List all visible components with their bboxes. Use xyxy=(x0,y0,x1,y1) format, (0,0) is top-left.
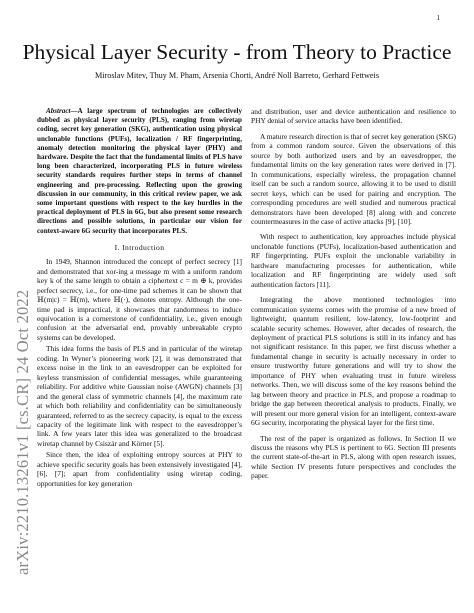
body-paragraph: Integrating the above mentioned technologies into communication systems comes with the promise of a new breed of lightweight, quantum resilient, low-latency, low-footprint and scalable security schemes. However, after decades of research, the deployment of practical PLS solutions is still in its infancy and has not significant resistance. In this paper, we first discuss whether a fundamental change in security is actually necessary in order to ensure trustworthy future generations and will try to show the importance of PHY when evaluating trust in future wireless networks. Then, we will discuss some of the key reasons behind the lag between theory and practice in PLS, and propose a roadmap to bridge the gap between theoretical analysis to products. Finally, we will present our more general vision for an intelligent, context-aware 6G security, incorporating the physical layer for the first time. xyxy=(251,295,456,428)
abstract xyxy=(37,107,242,236)
arxiv-identifier xyxy=(13,140,32,575)
intro-paragraph: Since then, the idea of exploiting entropy sources at PHY to achieve specific security goals has been extensively investigated [4], [6], [7]; apart from confidentiality using wiretap coding, opportunities for key generation xyxy=(37,450,242,488)
left-column xyxy=(37,107,242,490)
arxiv-stamp-text: arXiv:2210.13261v1 [cs.CR] 24 Oct 2022 xyxy=(13,289,32,575)
intro-paragraph: This idea forms the basis of PLS and in particular of the wiretap coding. In Wyner’s pioneering work [2], it was demonstrated that excess noise in the link to an eavesdropper can be exploited for keyless transmission of confidential messages, while guaranteeing reliability. For additive white Gaussian noise (AWGN) channels [3] and the general class of symmetric channels [4], the maximum rate at which both reliability and confidentiality can be simultaneously guaranteed, referred to as the secrecy capacity, is equal to the excess capacity of the legitimate link with respect to the eavesdropper’s link. A few years later this idea was generalized to the broadcast wiretap channel by Csiszár and Körner [5]. xyxy=(37,344,242,448)
section-heading-introduction: I. Introduction xyxy=(114,242,165,252)
body-paragraph: The rest of the paper is organized as follows. In Section II we discuss the reasons why PLS is pertinent to 6G. Section III presents the current state-of-the-art in PLS, along with open research issues, while Section IV presents future perspectives and concludes the paper. xyxy=(251,433,456,481)
author-list: Miroslav Mitev, Thuy M. Pham, Arsenia Chorti, André Noll Barreto, Gerhard Fettweis xyxy=(94,71,380,80)
right-column xyxy=(251,107,456,487)
paper-title: Physical Layer Security - from Theory to Practice xyxy=(22,40,452,64)
abstract-label: Abstract xyxy=(46,107,71,115)
body-paragraph: A mature research direction is that of secret key generation (SKG) from a common random source. Given the observations of this source by both authorized users and by an eavesdropper, the fundamental limits on the key generation rates were derived in [7]. In communications, especially wireless, the propagation channel itself can be such a random source, allowing it to be used to distill secret keys, which can be used for pairing and encryption. The corresponding procedures are well studied and numerous practical demonstrators have been developed [8] along with and concrete countermeasures in the case of active attacks [9], [10]. xyxy=(251,131,456,226)
abstract-text: —A large spectrum of technologies are collectively dubbed as physical layer security (PLS), ranging from wiretap coding, secret key generation (SKG), authentication using physical unclonable functions (PUFs), localization / RF fingerprinting, anomaly detection monitoring the physical layer (PHY) and hardware. Despite the fact that the fundamental limits of PLS have long been characterized, incorporating PLS in future wireless security standards requires further steps in terms of channel engineering and pre-processing. Reflecting upon the growing discussion in our community, in this critical review paper, we ask some important questions with respect to the key hurdles in the practical deployment of PLS in 6G, but also present some research directions and possible solutions, in particular our vision for context-aware 6G security that incorporates PLS. xyxy=(37,107,242,235)
body-paragraph: With respect to authentication, key approaches include physical unclonable functions (PUFs), localization-based authentication and RF fingerprinting. PUFs exploit the unclonable variability in hardware manufacturing processes for authentication, while localization and RF fingerprinting are widely used soft authentication factors [11]. xyxy=(251,232,456,289)
body-paragraph: and distribution, user and device authentication and resilience to PHY denial of service attacks have been identified. xyxy=(251,107,456,126)
page-number: 1 xyxy=(436,14,440,22)
intro-paragraph: In 1949, Shannon introduced the concept of perfect secrecy [1] and demonstrated that xor-ing a message m with a uniform random key k of the same length to obtain a ciphertext c = m ⊕ k, provides perfect secrecy, i.e., for one-time pad schemes it can be shown that ℍ(m|c) = ℍ(m), where ℍ(·), denotes entropy. Although the one-time pad is impractical, it showcases that randomness to induce equivocation is a cornerstone of confidentiality, i.e., given enough confusion at the adversarial end, provably unbreakable crypto systems can be developed. xyxy=(37,257,242,342)
